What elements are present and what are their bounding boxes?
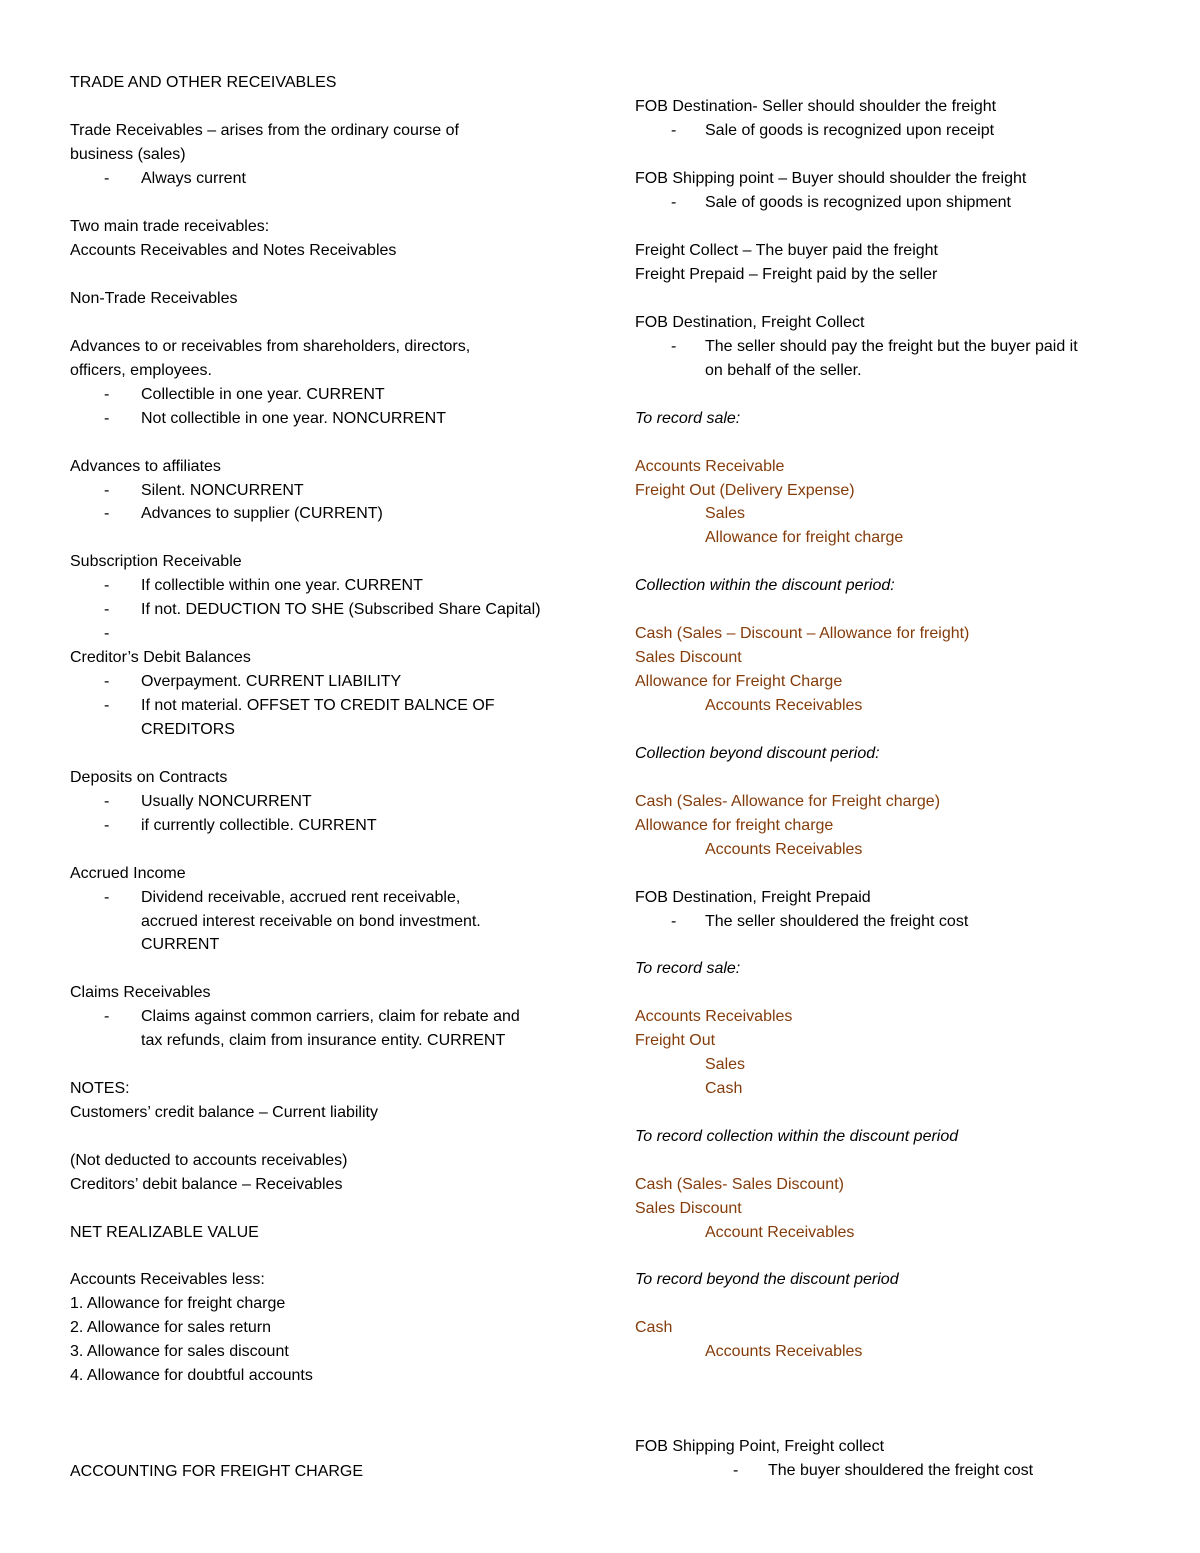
fob-destination-definition: FOB Destination- Seller should shoulder the freight xyxy=(635,98,997,115)
bullet-item-continued: on behalf of the seller. xyxy=(705,362,862,379)
bullet-item: Advances to supplier (CURRENT) xyxy=(141,505,383,522)
journal-debit-entry: Accounts Receivables xyxy=(635,1008,793,1025)
bullet-item: If not material. OFFSET TO CREDIT BALNCE OF xyxy=(141,697,495,714)
section-heading: Deposits on Contracts xyxy=(70,769,228,786)
journal-credit-entry: Sales xyxy=(705,1056,746,1073)
journal-caption: To record beyond the discount period xyxy=(635,1271,899,1288)
bullet-dash: - xyxy=(733,1462,739,1479)
paragraph-line: Advances to or receivables from shareholders, directors, xyxy=(70,338,471,355)
journal-credit-entry: Cash xyxy=(705,1080,743,1097)
journal-debit-entry: Freight Out xyxy=(635,1032,716,1049)
bullet-dash: - xyxy=(671,338,677,355)
numbered-item: 4. Allowance for doubtful accounts xyxy=(70,1367,313,1384)
journal-credit-entry: Allowance for freight charge xyxy=(705,529,904,546)
journal-debit-entry: Sales Discount xyxy=(635,1200,742,1217)
journal-credit-entry: Accounts Receivables xyxy=(705,841,863,858)
freight-heading: ACCOUNTING FOR FREIGHT CHARGE xyxy=(70,1463,364,1480)
bullet-dash: - xyxy=(104,170,110,187)
notes-heading: NOTES: xyxy=(70,1080,130,1097)
two-main-text: Accounts Receivables and Notes Receivables xyxy=(70,242,397,259)
bullet-item: Sale of goods is recognized upon receipt xyxy=(705,122,995,139)
freight-collect-definition: Freight Collect – The buyer paid the freight xyxy=(635,242,938,259)
bullet-item: Claims against common carriers, claim for rebate and xyxy=(141,1008,520,1025)
trade-definition-line: business (sales) xyxy=(70,146,186,163)
fob-shipping-definition: FOB Shipping point – Buyer should shoulder the freight xyxy=(635,170,1027,187)
bullet-dash: - xyxy=(104,601,110,618)
nrv-heading: NET REALIZABLE VALUE xyxy=(70,1224,259,1241)
section-heading: Subscription Receivable xyxy=(70,553,242,570)
journal-debit-entry: Cash xyxy=(635,1319,673,1336)
section-heading: FOB Destination, Freight Collect xyxy=(635,314,865,331)
ar-less-heading: Accounts Receivables less: xyxy=(70,1271,265,1288)
journal-debit-entry: Accounts Receivable xyxy=(635,458,785,475)
bullet-dash: - xyxy=(104,1008,110,1025)
bullet-dash: - xyxy=(671,122,677,139)
numbered-item: 3. Allowance for sales discount xyxy=(70,1343,289,1360)
journal-caption: Collection beyond discount period: xyxy=(635,745,880,762)
two-main-heading: Two main trade receivables: xyxy=(70,218,270,235)
journal-credit-entry: Account Receivables xyxy=(705,1224,855,1241)
bullet-dash: - xyxy=(104,889,110,906)
journal-debit-entry: Cash (Sales- Sales Discount) xyxy=(635,1176,844,1193)
bullet-item: The seller shouldered the freight cost xyxy=(705,913,969,930)
journal-caption: Collection within the discount period: xyxy=(635,577,895,594)
section-heading: FOB Destination, Freight Prepaid xyxy=(635,889,871,906)
bullet-dash: - xyxy=(104,673,110,690)
bullet-item: Overpayment. CURRENT LIABILITY xyxy=(141,673,402,690)
bullet-dash: - xyxy=(104,386,110,403)
notes-line: Creditors’ debit balance – Receivables xyxy=(70,1176,343,1193)
bullet-dash: - xyxy=(104,505,110,522)
trade-definition-line: Trade Receivables – arises from the ordinary course of xyxy=(70,122,459,139)
bullet-item: Silent. NONCURRENT xyxy=(141,482,304,499)
bullet-item: If not. DEDUCTION TO SHE (Subscribed Share Capital) xyxy=(141,601,541,618)
section-heading: Creditor’s Debit Balances xyxy=(70,649,251,666)
bullet-dash: - xyxy=(671,913,677,930)
section-heading: FOB Shipping Point, Freight collect xyxy=(635,1438,885,1455)
paragraph-line: officers, employees. xyxy=(70,362,212,379)
bullet-item-continued: accrued interest receivable on bond investment. xyxy=(141,913,481,930)
journal-debit-entry: Cash (Sales – Discount – Allowance for freight) xyxy=(635,625,970,642)
journal-debit-entry: Sales Discount xyxy=(635,649,742,666)
bullet-dash: - xyxy=(104,410,110,427)
bullet-item: The seller should pay the freight but the buyer paid it xyxy=(705,338,1078,355)
numbered-item: 2. Allowance for sales return xyxy=(70,1319,271,1336)
section-heading: Claims Receivables xyxy=(70,984,211,1001)
journal-credit-entry: Accounts Receivables xyxy=(705,697,863,714)
freight-prepaid-definition: Freight Prepaid – Freight paid by the seller xyxy=(635,266,938,283)
section-heading: Non-Trade Receivables xyxy=(70,290,238,307)
numbered-item: 1. Allowance for freight charge xyxy=(70,1295,286,1312)
bullet-item: Sale of goods is recognized upon shipment xyxy=(705,194,1011,211)
bullet-item: Always current xyxy=(141,170,246,187)
bullet-dash: - xyxy=(104,482,110,499)
bullet-item: Collectible in one year. CURRENT xyxy=(141,386,385,403)
bullet-item-continued: CURRENT xyxy=(141,936,220,953)
bullet-dash: - xyxy=(104,697,110,714)
doc-title: TRADE AND OTHER RECEIVABLES xyxy=(70,74,337,91)
notes-line: (Not deducted to accounts receivables) xyxy=(70,1152,348,1169)
section-heading: Accrued Income xyxy=(70,865,186,882)
bullet-item: Not collectible in one year. NONCURRENT xyxy=(141,410,446,427)
bullet-dash: - xyxy=(104,577,110,594)
bullet-item: if currently collectible. CURRENT xyxy=(141,817,377,834)
journal-debit-entry: Cash (Sales- Allowance for Freight charge) xyxy=(635,793,941,810)
journal-caption: To record collection within the discount period xyxy=(635,1128,959,1145)
bullet-item: If collectible within one year. CURRENT xyxy=(141,577,423,594)
journal-credit-entry: Accounts Receivables xyxy=(705,1343,863,1360)
bullet-item: Dividend receivable, accrued rent receivable, xyxy=(141,889,461,906)
bullet-item-continued: CREDITORS xyxy=(141,721,235,738)
bullet-item: The buyer shouldered the freight cost xyxy=(768,1462,1034,1479)
bullet-item: Usually NONCURRENT xyxy=(141,793,312,810)
bullet-dash: - xyxy=(104,625,110,642)
bullet-item-continued: tax refunds, claim from insurance entity. CURRENT xyxy=(141,1032,506,1049)
journal-debit-entry: Allowance for Freight Charge xyxy=(635,673,843,690)
notes-line: Customers’ credit balance – Current liability xyxy=(70,1104,378,1121)
journal-debit-entry: Freight Out (Delivery Expense) xyxy=(635,482,855,499)
bullet-dash: - xyxy=(671,194,677,211)
section-heading: Advances to affiliates xyxy=(70,458,221,475)
journal-caption: To record sale: xyxy=(635,410,741,427)
bullet-dash: - xyxy=(104,793,110,810)
journal-credit-entry: Sales xyxy=(705,505,746,522)
journal-debit-entry: Allowance for freight charge xyxy=(635,817,834,834)
journal-caption: To record sale: xyxy=(635,960,741,977)
bullet-dash: - xyxy=(104,817,110,834)
